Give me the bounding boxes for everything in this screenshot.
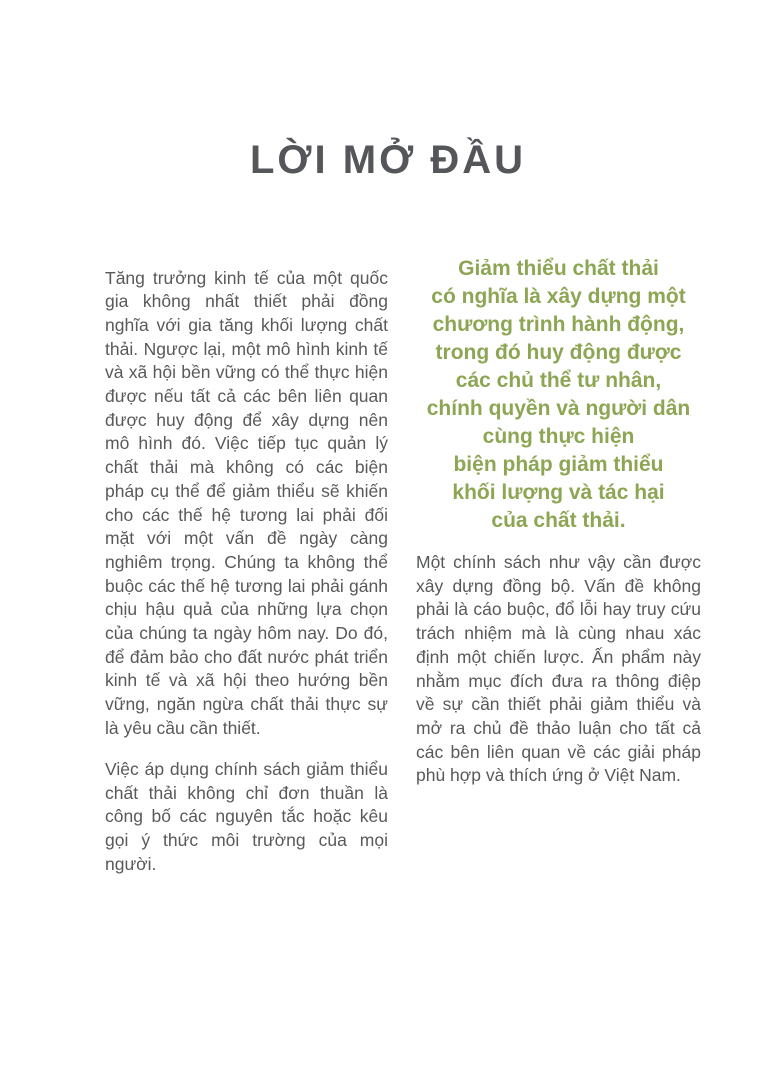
right-paragraph: Một chính sách như vậy cần được xây dựng đồng bộ. Vấn đề không phải là cáo buộc, đổ lỗi hay truy cứu trách nhiệm mà là cùng nhau xác định một chiến lược. Ấn phẩm này nhằm mục đích đưa ra thông điệp về sự cần thiết phải giảm thiểu và mở ra chủ đề thảo luận cho tất cả các bên liên quan về các giải pháp phù hợp và thích ứng ở Việt Nam. [416, 552, 701, 786]
highlight-line: chương trình hành động, [432, 313, 685, 336]
highlight-line: khối lượng và tác hại [452, 481, 665, 504]
highlight-line: các chủ thể tư nhân, [455, 369, 662, 392]
left-paragraph-2: Việc áp dụng chính sách giảm thiểu chất thải không chỉ đơn thuần là công bố các nguyên tắc hoặc kêu gọi ý thức môi trường của mọi người. [105, 759, 388, 874]
highlight-line: Giảm thiểu chất thải [458, 257, 659, 280]
highlight-line: của chất thải. [491, 509, 626, 532]
left-paragraph-1: Tăng trưởng kinh tế của một quốc gia không nhất thiết phải đồng nghĩa với gia tăng khối lượng chất thải. Ngược lại, một mô hình kinh tế và xã hội bền vững có thể thực hiện được nếu tất cả các bên liên quan được huy động để xây dựng nên mô hình đó. Việc tiếp tục quản lý chất thải mà không có các biện pháp cụ thể để giảm thiểu sẽ khiến cho các thế hệ tương lai phải đối mặt với một vấn đề ngày càng nghiêm trọng. Chúng ta không thể buộc các thế hệ tương lai phải gánh chịu hậu quả của những lựa chọn của chúng ta ngày hôm nay. Do đó, để đảm bảo cho đất nước phát triển kinh tế và xã hội theo hướng bền vững, ngăn ngừa chất thải thực sự là yêu cầu cần thiết. [105, 267, 388, 738]
highlight-line: biện pháp giảm thiểu [453, 453, 664, 476]
left-column [105, 249, 388, 894]
highlight-line: cùng thực hiện [482, 425, 635, 448]
highlight-quote [416, 249, 701, 535]
right-column [416, 249, 701, 806]
highlight-line: trong đó huy động được [435, 341, 682, 364]
highlight-line: chính quyền và người dân [426, 397, 691, 420]
page-title: LỜI MỞ ĐẦU [250, 137, 526, 182]
highlight-line: có nghĩa là xây dựng một [431, 285, 686, 308]
two-column-layout [105, 249, 701, 894]
